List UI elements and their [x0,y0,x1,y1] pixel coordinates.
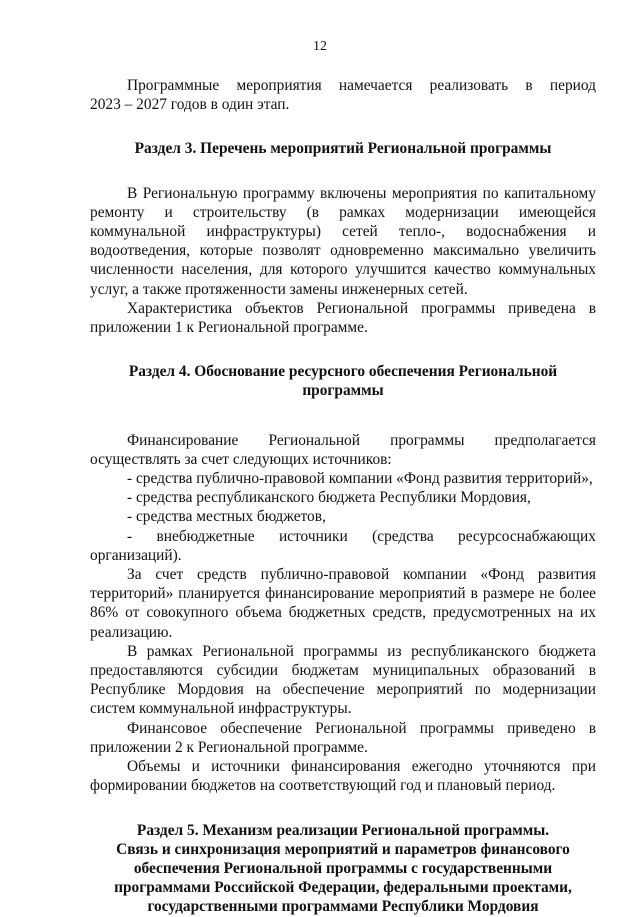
section-4-heading [90,362,596,400]
section-5-heading-line: обеспечения Региональной программы с государственными [133,859,553,877]
funding-source-item: - средства республиканского бюджета Республики Мордовия, [127,489,531,507]
section-4-heading-line-1: Раздел 4. Обоснование ресурсного обеспечения Региональной [128,363,558,381]
word: внебюджетные [156,527,255,545]
section-3-heading: Раздел 3. Перечень мероприятий Региональной программы [134,140,552,158]
word: программы [390,431,465,449]
word: предполагается [494,431,596,449]
funding-source-item: - средства публично-правовой компании «Фонд развития территорий», [127,470,593,488]
section-4-paragraph-5: Объемы и источники финансирования ежегодно уточняются при формировании бюджетов на соответствующий год и плановый период. [90,758,596,795]
section-3-paragraph-2: Характеристика объектов Региональной программы приведена в приложении 1 к Региональной программе. [90,299,596,337]
word: Региональной [268,431,360,449]
section-4-paragraph-4: Финансовое обеспечение Региональной программы приведено в приложении 2 к Региональной программе. [90,719,596,756]
word: - [127,527,133,545]
word: Финансирование [127,431,239,449]
funding-source-item: - средства местных бюджетов, [127,508,326,526]
word: период [549,77,596,94]
word: мероприятия [236,77,322,94]
word: Программные [127,77,220,94]
word: (средства [372,527,434,545]
section-5-heading [90,821,596,917]
section-4-paragraph-1-line-2: осуществлять за счет следующих источников: [90,450,392,468]
section-5-heading-line: Раздел 5. Механизм реализации Региональной программы. [136,821,550,839]
section-5-heading-line: Связь и синхронизация мероприятий и параметров финансового [116,840,570,858]
word: в [525,77,533,94]
page-number: 12 [313,39,327,54]
funding-source-item-last [90,527,596,546]
intro-line-2: 2023 – 2027 годов в один этап. [90,96,290,114]
section-4-paragraph-3: В рамках Региональной программы из республиканского бюджета предоставляются субсидии бюджетам муниципальных образований в Республике Мордовия на обеспечение мероприятий по модернизации систем коммунальной инфраструктуры. [90,642,596,718]
section-4-paragraph-2: За счет средств публично-правовой компании «Фонд развития территорий» планируется финансирование мероприятий в размере не более 86% от совокупного объема бюджетных средств, предусмотренных на их реализацию. [90,566,596,641]
word: намечается [338,77,413,94]
section-4-paragraph-1-line-1 [90,431,596,450]
section-4-heading-line-2: программы [302,382,384,400]
word: ресурсоснабжающих [458,527,596,545]
document-body [90,76,596,917]
funding-source-item-last-line-2: организаций). [90,546,182,564]
intro-line-1 [90,76,596,95]
word: реализовать [429,77,509,94]
section-5-heading-line: программами Российской Федерации, федеральными проектами, [114,879,572,897]
word: источники [278,527,348,545]
section-5-heading-line: государственными программами Республики Мордовия [147,898,539,916]
section-3-paragraph-1: В Региональную программу включены мероприятия по капитальному ремонту и строительству (в рамках модернизации имеющейся коммунальной инфраструктуры) сетей тепло-, водоснабжения и водоотведения, которые позволят одновременно максимально увеличить численности населения, для которого улучшится качество коммунальных услуг, а также протяженности замены инженерных сетей. [90,184,596,298]
